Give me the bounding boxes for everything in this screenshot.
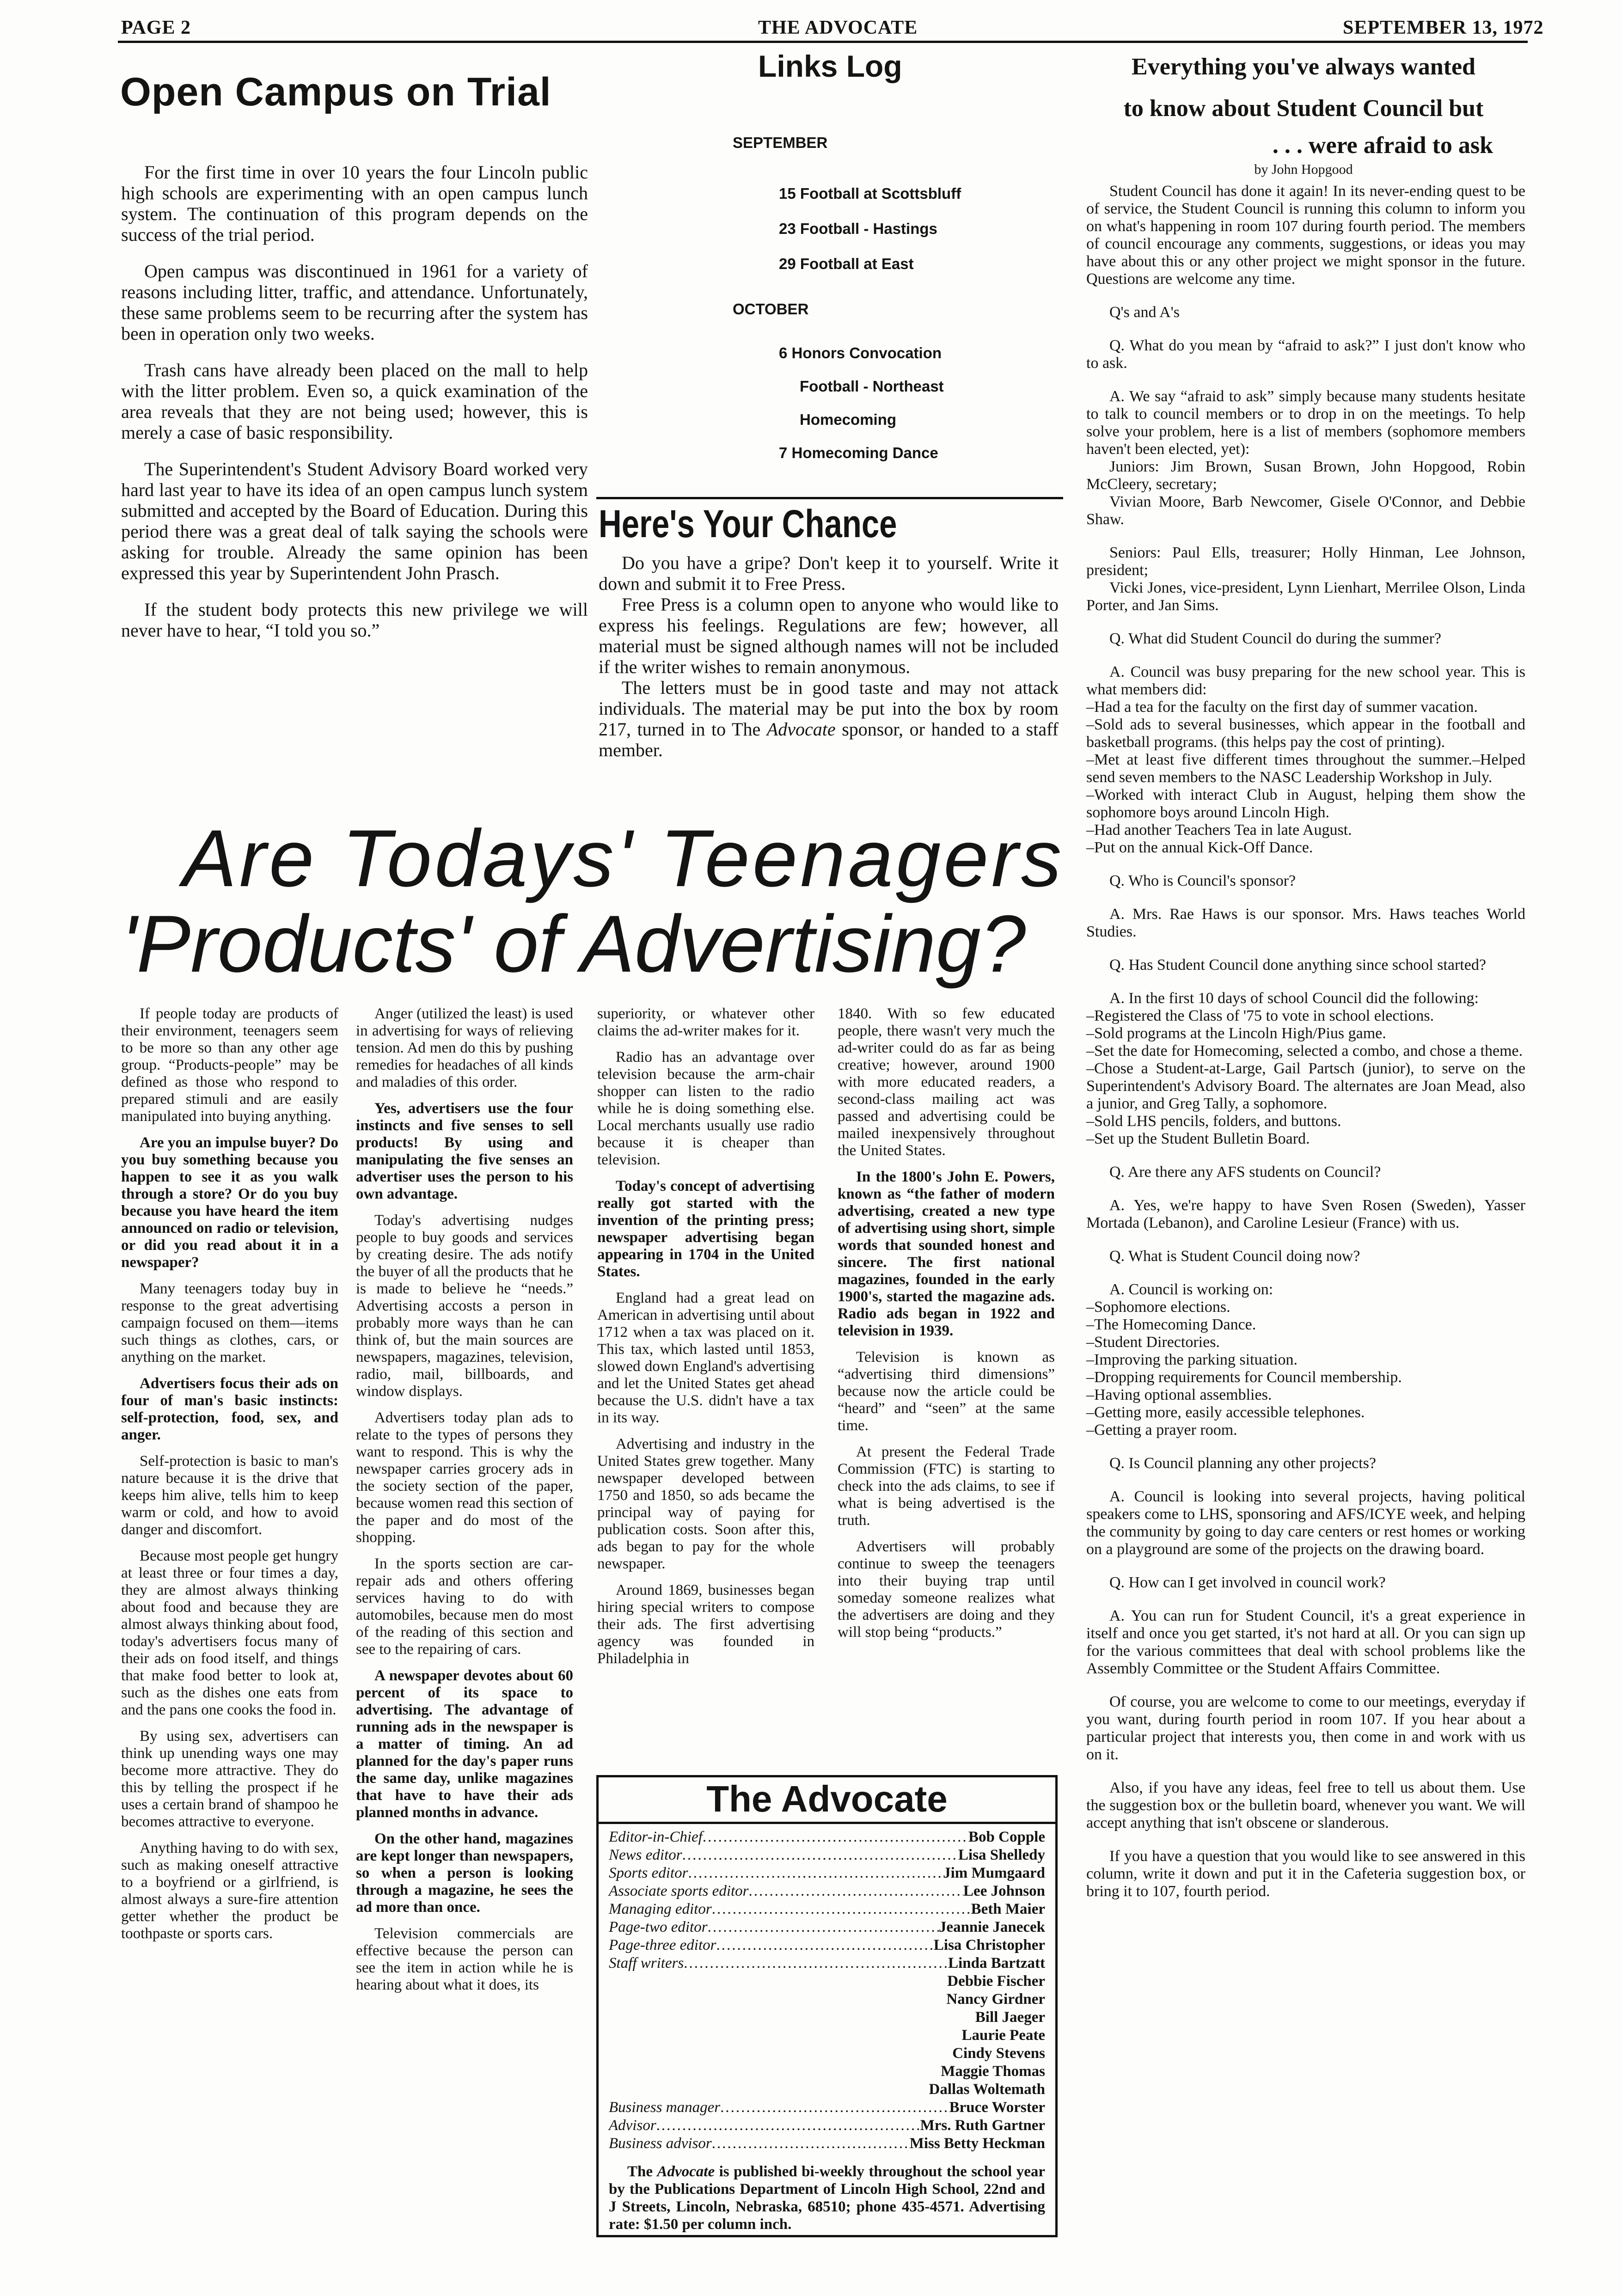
teen-column-1 [121, 1005, 338, 1952]
masthead-title: The Advocate [706, 1778, 948, 1819]
article-paragraph: Self-protection is basic to man's nature because it is the drive that keeps him alive, tells him to keep warm or cold, and how to avoid danger and discomfort. [121, 1453, 338, 1538]
staff-writer: Dallas Woltemath [929, 2081, 1045, 2098]
council-paragraph: A. You can run for Student Council, it's a great experience in itself and once you get started, it's not hard at all. Or you can sign up for the various committees that deal with school problems like the Assembly Committee or the Student Affairs Committee. [1086, 1607, 1525, 1677]
article-paragraph: A newspaper devotes about 60 percent of its space to advertising. The advantage of running ads in the newspaper is a matter of timing. An ad planned for the day's paper runs the same day, unlike magazines that have to have their ads planned months in advance. [356, 1667, 573, 1821]
masthead-row: Managing editor ..... Beth Maier [609, 1900, 1045, 1918]
council-paragraph: A. We say “afraid to ask” simply because many students hesitate to talk to council members or to drop in on the meetings. To help solve your problem, here is a list of members (sophomore members haven't been elected, yet): [1086, 388, 1525, 458]
article-paragraph: The Superintendent's Student Advisory Board worked very hard last year to have its idea of an open campus lunch system submitted and accepted by the Board of Education. During this period there was a great deal of talk saying the schools were asking for trouble. Already the same opinion has been expressed this year by Superintendent John Prasch. [121, 459, 588, 583]
council-paragraph: –Getting a prayer room. [1086, 1421, 1237, 1439]
article-paragraph: At present the Federal Trade Commission (FTC) is starting to check into the ads claims, to see if what is being advertised is the truth. [838, 1444, 1055, 1529]
masthead-row: Editor-in-Chief ..... Bob Copple [609, 1828, 1045, 1846]
teen-column-4 [838, 1005, 1055, 1650]
council-paragraph: –Getting more, easily accessible telephones. [1086, 1404, 1365, 1421]
article-paragraph: Television is known as “advertising third dimensions” because now the article could be “heard” and “seen” at the same time. [838, 1349, 1055, 1434]
council-paragraph: A. Council was busy preparing for the new school year. This is what members did: [1086, 663, 1525, 698]
header-rule [118, 41, 1528, 43]
council-paragraph: Q. Has Student Council done anything since school started? [1109, 956, 1486, 974]
council-title-line: to know about Student Council but [1123, 95, 1484, 122]
article-paragraph: Anything having to do with sex, such as making oneself attractive to a boyfriend or a girlfriend, is almost always a sure-fire attention getter whether the product be toothpaste or sports cars. [121, 1840, 338, 1942]
council-paragraph: Q. Is Council planning any other projects? [1109, 1455, 1376, 1472]
article-paragraph: Do you have a gripe? Don't keep it to yourself. Write it down and submit it to Free Press. [599, 552, 1059, 594]
article-paragraph: Free Press is a column open to anyone who would like to express his feelings. Regulations are few; however, all material must be signed although names will not be included if the writer wishes to remain anonymous. [599, 594, 1059, 677]
article-paragraph: By using sex, advertisers can think up unending ways one may become more attractive. They do this by telling the prospect if he uses a certain brand of shampoo he becomes attractive to everyone. [121, 1728, 338, 1830]
council-title [1082, 46, 1525, 162]
staff-writer: Debbie Fischer [947, 1973, 1045, 1990]
article-paragraph: Radio has an advantage over television because the arm-chair shopper can listen to the radio while he is doing something else. Local merchants usually use radio because it is cheaper than television. [597, 1049, 814, 1168]
article-paragraph: The letters must be in good taste and may not attack individuals. The material may be put into the box by room 217, turned in to The Advocate sponsor, or handed to a staff member. [599, 677, 1059, 760]
article-paragraph: If the student body protects this new privilege we will never have to hear, “I told you so.” [121, 599, 588, 641]
council-paragraph: Q. How can I get involved in council work? [1109, 1574, 1386, 1591]
masthead-row: Page-two editor ..... Jeannie Janecek [609, 1918, 1045, 1936]
article-paragraph: Open campus was discontinued in 1961 for a variety of reasons including litter, traffic, and attendance. Unfortunately, these same problems seem to be recurring after the system has been in operation only two weeks. [121, 261, 588, 344]
links-log-september-list [779, 185, 961, 273]
council-paragraph: Vicki Jones, vice-president, Lynn Lienhart, Merrilee Olson, Linda Porter, and Jan Sims. [1086, 579, 1525, 614]
council-paragraph: A. Council is looking into several projects, having political speakers come to LHS, sponsoring and AFS/ICYE week, and helping the community by going to day care centers or rest homes or working on a playground are some of the projects on the drawing board. [1086, 1488, 1525, 1558]
article-paragraph: Advertisers will probably continue to sweep the teenagers into their buying trap until someday someone realizes what the advertisers are doing and they will stop being “products.” [838, 1538, 1055, 1641]
article-paragraph: On the other hand, magazines are kept longer than newspapers, so when a person is looking through a magazine, he sees the ad more than once. [356, 1831, 573, 1916]
list-item: 6 Honors Convocation [779, 344, 942, 361]
council-paragraph: A. Council is working on: [1109, 1281, 1273, 1298]
article-paragraph: Anger (utilized the least) is used in advertising for ways of relieving tension. Ad men do this by pushing remedies for headaches of all kinds and maladies of this order. [356, 1005, 573, 1090]
list-item: Homecoming [800, 411, 897, 428]
list-item: Football - Northeast [800, 378, 944, 395]
open-campus-title: Open Campus on Trial [120, 70, 551, 114]
article-paragraph: Around 1869, businesses began hiring special writers to compose their ads. The first advertising agency was founded in Philadelphia in [597, 1582, 814, 1667]
paper-name: THE ADVOCATE [758, 17, 918, 38]
article-paragraph: Trash cans have already been placed on the mall to help with the litter problem. Even so, a quick examination of the area reveals that they are not being used; however, this is merely a case of basic responsibility. [121, 360, 588, 443]
masthead-row: Business advisor ..... Miss Betty Heckman [609, 2135, 1045, 2153]
list-item: 29 Football at East [779, 255, 914, 272]
council-paragraph: –Sophomore elections. [1086, 1298, 1230, 1316]
council-title-line: Everything you've always wanted [1132, 54, 1475, 80]
chance-article [599, 552, 1059, 760]
article-paragraph: superiority, or whatever other claims the ad-writer makes for it. [597, 1005, 814, 1039]
council-paragraph: Q. What is Student Council doing now? [1109, 1248, 1360, 1265]
council-paragraph: –Dropping requirements for Council membership. [1086, 1369, 1402, 1386]
masthead-row: News editor ..... Lisa Shelledy [609, 1846, 1045, 1864]
council-paragraph: Seniors: Paul Ells, treasurer; Holly Hinman, Lee Johnson, president; [1086, 544, 1525, 579]
council-paragraph: Q. What did Student Council do during the summer? [1109, 630, 1442, 647]
masthead-row: Page-three editor ..... Lisa Christopher [609, 1936, 1045, 1954]
council-article [1086, 183, 1525, 1900]
list-item: 23 Football - Hastings [779, 220, 937, 237]
article-paragraph: Because most people get hungry at least three or four times a day, they are almost always thinking about food and because they are almost always thinking about food, today's advertisers focus many of their ads on food itself, and things that make food better to look at, such as the dishes one eats from and the pans one cooks the food in. [121, 1548, 338, 1718]
article-paragraph: Advertisers today plan ads to relate to the types of persons they want to respond. This is why the newspaper carries grocery ads in the society section of the paper, because women read this section of the paper and do most of the shopping. [356, 1409, 573, 1546]
article-paragraph: Many teenagers today buy in response to the great advertising campaign focused on them—items such things as clothes, cars, or anything on the market. [121, 1280, 338, 1365]
council-paragraph: –Set the date for Homecoming, selected a combo, and chose a theme. [1086, 1042, 1523, 1059]
council-byline: by John Hopgood [1254, 162, 1353, 177]
staff-writer: Maggie Thomas [941, 2063, 1045, 2080]
chance-title: Here's Your Chance [599, 502, 897, 545]
article-paragraph: Yes, advertisers use the four instincts and five senses to sell products! By using and manipulating the five senses an advertiser uses the person to his own advantage. [356, 1100, 573, 1202]
article-paragraph: If people today are products of their environment, teenagers seem to be more so than any other age group. “Products-people” may be defined as those who respond to prepared stimuli and are easily manipulated into buying anything. [121, 1005, 338, 1125]
council-paragraph: Student Council has done it again! In its never-ending quest to be of service, the Student Council is running this column to inform you on what's happening in room 107 during fourth period. The members of council encourage any comments, suggestions, or ideas you may have about this or any other project we might sponsor in the future. Questions are welcome any time. [1086, 183, 1525, 288]
council-paragraph: Vivian Moore, Barb Newcomer, Gisele O'Connor, and Debbie Shaw. [1086, 493, 1525, 528]
publication-note: The Advocate is published bi-weekly throughout the school year by the Publications Department of Lincoln High School, 22nd and J Streets, Lincoln, Nebraska, 68510; phone 435-4571. Advertising rate: $1.50 per column inch. [609, 2163, 1045, 2233]
council-paragraph: –Student Directories. [1086, 1334, 1220, 1351]
article-paragraph: Today's concept of advertising really got started with the invention of the printing press; newspaper advertising began appearing in 1704 in the United States. [597, 1178, 814, 1280]
council-paragraph: Also, if you have any ideas, feel free to tell us about them. Use the suggestion box or the bulletin board, whenever you want. We will accept anything that isn't obscene or slanderous. [1086, 1779, 1525, 1831]
council-paragraph: –Improving the parking situation. [1086, 1351, 1298, 1368]
council-paragraph: Of course, you are welcome to come to our meetings, everyday if you want, during fourth period in room 107. If you hear about a particular project that interests you, then come in and work with us on it. [1086, 1693, 1525, 1763]
links-log-month: OCTOBER [733, 300, 809, 318]
article-paragraph: 1840. With so few educated people, there wasn't very much the ad-writer could do as far as being creative; however, around 1900 with more educated readers, a second-class mailing act was passed and advertising could be mailed inexpensively throughout the United States. [838, 1005, 1055, 1159]
issue-date: SEPTEMBER 13, 1972 [1343, 17, 1544, 38]
article-paragraph: Are you an impulse buyer? Do you buy something because you happen to see it as you walk through a store? Or do you buy because you have heard the item announced on radio or television, or did you read about it in a newspaper? [121, 1134, 338, 1271]
council-paragraph: –Sold ads to several businesses, which appear in the football and basketball programs. (this helps pay the cost of printing). [1086, 716, 1525, 751]
council-paragraph: Q's and A's [1109, 304, 1180, 321]
section-rule [596, 497, 1063, 499]
council-paragraph: –Chose a Student-at-Large, Gail Partsch (junior), to serve on the Superintendent's Advisory Board. The alternates are Joan Mead, also a junior, and Greg Tally, a sophomore. [1086, 1060, 1525, 1112]
staff-writer: Bill Jaeger [975, 2009, 1045, 2026]
masthead-staff-list [609, 1828, 1045, 2233]
council-title-line: . . . were afraid to ask [1272, 132, 1493, 159]
page-number: PAGE 2 [121, 17, 191, 38]
teen-column-2 [356, 1005, 573, 2003]
article-paragraph: Advertisers focus their ads on four of man's basic instincts: self-protection, food, sex, and anger. [121, 1375, 338, 1443]
council-paragraph: –Met at least five different times throughout the summer.–Helped send seven members to the NASC Leadership Workshop in July. [1086, 751, 1525, 786]
council-paragraph: –Registered the Class of '75 to vote in school elections. [1086, 1007, 1434, 1024]
masthead-row: Staff writers ..... Linda Bartzatt [609, 1954, 1045, 1972]
links-log-month: SEPTEMBER [733, 134, 828, 151]
masthead-rule [599, 1822, 1055, 1824]
masthead-row: Advisor ..... Mrs. Ruth Gartner [609, 2117, 1045, 2135]
council-paragraph: –Had another Teachers Tea in late August. [1086, 821, 1352, 839]
article-paragraph: Today's advertising nudges people to buy goods and services by creating desire. The ads notify the buyer of all the products that he is made to believe he “needs.” Advertising accosts a person in probably more ways than he can think of, but the main sources are newspapers, magazines, television, radio, mail, billboards, and window displays. [356, 1212, 573, 1400]
list-item: 15 Football at Scottsbluff [779, 185, 961, 202]
council-paragraph: –Having optional assemblies. [1086, 1386, 1272, 1403]
staff-writer: Nancy Girdner [946, 1991, 1045, 2008]
article-paragraph: In the 1800's John E. Powers, known as “the father of modern advertising, created a new type of advertising using short, simple words that sounded honest and sincere. The first national magazines, founded in the early 1900's, started the magazine ads. Radio ads began in 1922 and television in 1939. [838, 1169, 1055, 1339]
council-paragraph: –The Homecoming Dance. [1086, 1316, 1256, 1333]
masthead-row: Sports editor ..... Jim Mumgaard [609, 1864, 1045, 1882]
teen-headline-line2: 'Products' of Advertising? [121, 899, 1026, 989]
staff-writer: Laurie Peate [961, 2027, 1045, 2044]
links-log-title: Links Log [758, 49, 902, 83]
council-paragraph: Q. Who is Council's sponsor? [1109, 872, 1296, 889]
council-paragraph: Q. What do you mean by “afraid to ask?” I just don't know who to ask. [1086, 337, 1525, 372]
article-paragraph: In the sports section are car-repair ads and others offering services having to do with automobiles, because men do most of the reading of this section and see to the repairing of cars. [356, 1555, 573, 1658]
council-paragraph: –Put on the annual Kick-Off Dance. [1086, 839, 1313, 856]
list-item: 7 Homecoming Dance [779, 444, 938, 461]
council-paragraph: A. In the first 10 days of school Council did the following: [1109, 990, 1479, 1007]
council-paragraph: Q. Are there any AFS students on Council? [1109, 1163, 1381, 1181]
article-paragraph: Advertising and industry in the United States grew together. Many newspaper developed between 1750 and 1850, so ads became the principal way of paying for publication costs. Soon after this, ads began to pay for the whole newspaper. [597, 1436, 814, 1572]
masthead-row: Business manager ..... Bruce Worster [609, 2099, 1045, 2117]
article-paragraph: Television commercials are effective because the person can see the item in action while he is hearing about what it does, its [356, 1925, 573, 1993]
open-campus-article [121, 162, 588, 656]
council-paragraph: A. Yes, we're happy to have Sven Rosen (Sweden), Yasser Mortada (Lebanon), and Caroline Lesieur (France) with us. [1086, 1197, 1525, 1231]
article-paragraph: For the first time in over 10 years the four Lincoln public high schools are experimenting with an open campus lunch system. The continuation of this program depends on the success of the trial period. [121, 162, 588, 245]
council-paragraph: –Set up the Student Bulletin Board. [1086, 1130, 1310, 1147]
council-paragraph: –Had a tea for the faculty on the first day of summer vacation. [1086, 698, 1478, 716]
masthead-row: Associate sports editor ..... Lee Johnson [609, 1882, 1045, 1900]
article-paragraph: England had a great lead on American in advertising until about 1712 when a tax was placed on it. This tax, which lasted until 1853, slowed down England's advertising and let the United States get ahead because the U.S. didn't have a tax in its way. [597, 1290, 814, 1426]
council-paragraph: –Worked with interact Club in August, helping them show the sophomore boys around Lincoln High. [1086, 786, 1525, 821]
council-paragraph: A. Mrs. Rae Haws is our sponsor. Mrs. Haws teaches World Studies. [1086, 906, 1525, 940]
teen-column-3 [597, 1005, 814, 1677]
council-paragraph: –Sold LHS pencils, folders, and buttons. [1086, 1113, 1341, 1130]
council-paragraph: If you have a question that you would like to see answered in this column, write it down and put it in the Cafeteria suggestion box, or bring it to 107, fourth period. [1086, 1848, 1525, 1900]
links-log-october-list [779, 344, 944, 462]
teen-headline-line1: Are Todays' Teenagers [183, 814, 1065, 904]
masthead-box [596, 1775, 1058, 2237]
staff-writer: Cindy Stevens [952, 2045, 1045, 2062]
council-paragraph: –Sold programs at the Lincoln High/Pius game. [1086, 1025, 1386, 1042]
council-paragraph: Juniors: Jim Brown, Susan Brown, John Hopgood, Robin McCleery, secretary; [1086, 458, 1525, 493]
